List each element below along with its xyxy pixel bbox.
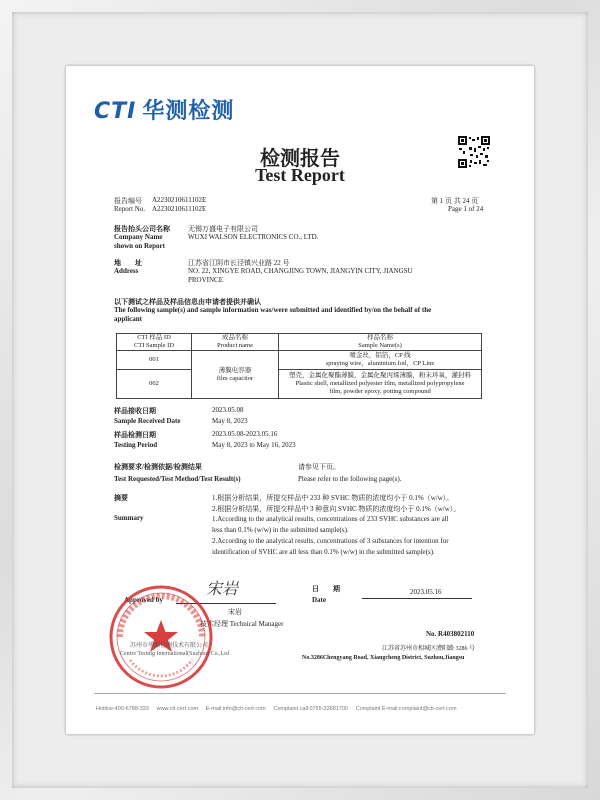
address-label-en: Address [114,267,139,275]
table-header-cell [192,334,279,351]
summary-label-zh: 摘要 [114,494,128,502]
table-cell [192,351,279,399]
company-seal-icon [106,582,216,692]
company-label-en: Company Name [114,233,163,241]
reg-address-zh: 江苏省苏州市相城区漕阳路 3286 号 [382,646,476,652]
sample2-en-1: Plastic shell, metallized polyester film, metallized polypropylene [295,380,465,387]
footer-hotline: Hotline:400-6788-333 [96,706,149,712]
testing-value-2: May 8, 2023 to May 16, 2023 [212,441,296,449]
date-line [362,598,472,599]
logo-chinese: 华测检测 [142,99,235,124]
summary-en-1b: less than 0.1% (w/w) in the submitted sample(s). [212,526,349,534]
reg-address-en: No.3286Chengyang Road, Xiangcheng District, Suzhou,Jiangsu [302,655,465,661]
cti-logo [94,94,234,125]
header-id-en: CTI Sample ID [133,342,175,349]
document-page [66,66,534,734]
footer-email: E-mail:info@cti-cert.com [205,706,266,712]
table-cell [279,370,482,399]
sample1-zh: 喷金丝，铝箔，CP 线 [349,352,411,359]
header-sample-zh: 样品名称 [367,334,393,341]
testing-value-1: 2023.05.08-2023.05.16 [212,430,278,438]
sample-table [116,333,482,399]
sample1-en: spraying wire，aluminium foil，CP Line [325,360,435,367]
requested-value-zh: 请参见下页。 [298,463,340,471]
table-cell: 002 [117,370,192,399]
header-product-en: Product name [217,342,253,349]
received-label-en: Sample Received Date [114,417,181,425]
summary-en-1a: 1.According to the analytical results, concentrations of 233 SVHC substances are all [212,515,449,523]
table-row [117,351,482,370]
approver-title: 技术经理 Technical Manager [200,620,284,628]
received-value-1: 2023.05.08 [212,406,244,414]
report-no-label-en: Report No. [114,205,146,213]
sample2-en-2: film, powder epoxy, potting compound [329,388,431,395]
approver-name: 宋岩 [228,608,242,616]
testing-label-en: Testing Period [114,441,158,449]
table-row [117,370,482,399]
testing-label-zh: 样品检测日期 [114,431,156,439]
signature: 宋岩 [206,579,239,598]
summary-zh-2: 2.根据分析结果，所提交样品中 3 种意向 SVHC 物质的浓度均小于 0.1%（w/w）。 [212,505,461,513]
received-value-2: May 8, 2023 [212,417,248,425]
sample2-zh: 塑壳，金属化聚酯薄膜，金属化聚丙烯薄膜，粉末环氧，灌封料 [289,372,471,379]
table-header-cell [117,334,192,351]
summary-en-2b: identification of SVHC are all less than 0.1% (w/w) in the submitted sample(s). [212,548,435,556]
address-label-zh: 地 址 [114,259,142,267]
requested-label-en: Test Requested/Test Method/Test Result(s) [114,475,241,483]
reg-no: No. R403802110 [426,630,475,638]
address-en-2: PROVINCE [188,276,224,284]
date-value: 2023.05.16 [410,588,442,596]
company-name-zh: 无锡万盛电子有限公司 [188,225,258,233]
product-en: film capacitor [216,374,254,382]
company-label-zh: 报告抬头公司名称 [114,225,170,233]
date-label-zh: 日 期 [312,585,340,593]
table-cell: 001 [117,351,192,370]
summary-label-en: Summary [114,514,144,522]
header-sample-en: Sample Name(s) [358,342,402,349]
product-zh: 薄膜电容器 [218,366,252,374]
sample-intro-en-1: The following sample(s) and sample information was/were submitted and identified by/on the behalf of the [114,306,432,314]
address-zh: 江苏省江阴市长泾镇兴业路 22 号 [188,259,290,267]
received-label-zh: 样品接收日期 [114,407,156,415]
footer [96,706,457,712]
sample-intro-en-2: applicant [114,315,143,323]
page-zh: 第 1 页 共 24 页 [431,197,479,205]
report-no-value-en: A2230210611102E [152,205,207,213]
approved-by-label: Approved by [124,596,163,604]
title-chinese: 检测报告 [260,146,340,170]
header-product-zh: 成品名称 [222,334,248,341]
header-id-zh: CTI 样品 ID [137,334,171,341]
report-no-label-zh: 报告编号 [114,197,142,205]
company-name-en: WUXI WALSON ELECTRONICS CO., LTD. [188,233,319,241]
footer-divider [94,693,506,694]
requested-label-zh: 检测要求/检测依据/检测结果 [114,463,202,471]
requested-value-en: Please refer to the following page(s). [298,475,402,483]
table-header-cell [279,334,482,351]
logo-brand: CTI [94,99,137,124]
summary-en-2a: 2.According to the analytical results, concentrations of 3 substances for intention for [212,537,449,545]
footer-website: www.cti-cert.com [156,706,199,712]
title-english: Test Report [255,165,345,185]
footer-complaint-call: Complaint call:0755-33681700 [273,706,348,712]
company-label-en-2: shown on Report [114,242,165,250]
footer-complaint-email: Complaint E-mail:complaint@cti-cert.com [355,706,457,712]
date-label-en: Date [312,596,326,604]
summary-zh-1: 1.根据分析结果，所提交样品中 233 种 SVHC 物质的浓度均小于 0.1%（w/w）。 [212,494,454,502]
table-header-row [117,334,482,351]
page-en: Page 1 of 24 [448,205,484,213]
table-cell [279,351,482,370]
sample-intro-zh: 以下测试之样品及样品信息由申请者提供并确认 [114,298,261,306]
seal-company-en: Centre Testing International(Suzhou) Co.,Ltd [120,651,229,657]
seal-company-zh: 苏州市华测检测技术有限公司 [130,643,209,649]
address-en-1: NO. 22, XINGYE ROAD, CHANGJING TOWN, JIANGYIN CITY, JIANGSU [188,267,413,275]
report-no-value: A2230210611102E [152,196,207,204]
